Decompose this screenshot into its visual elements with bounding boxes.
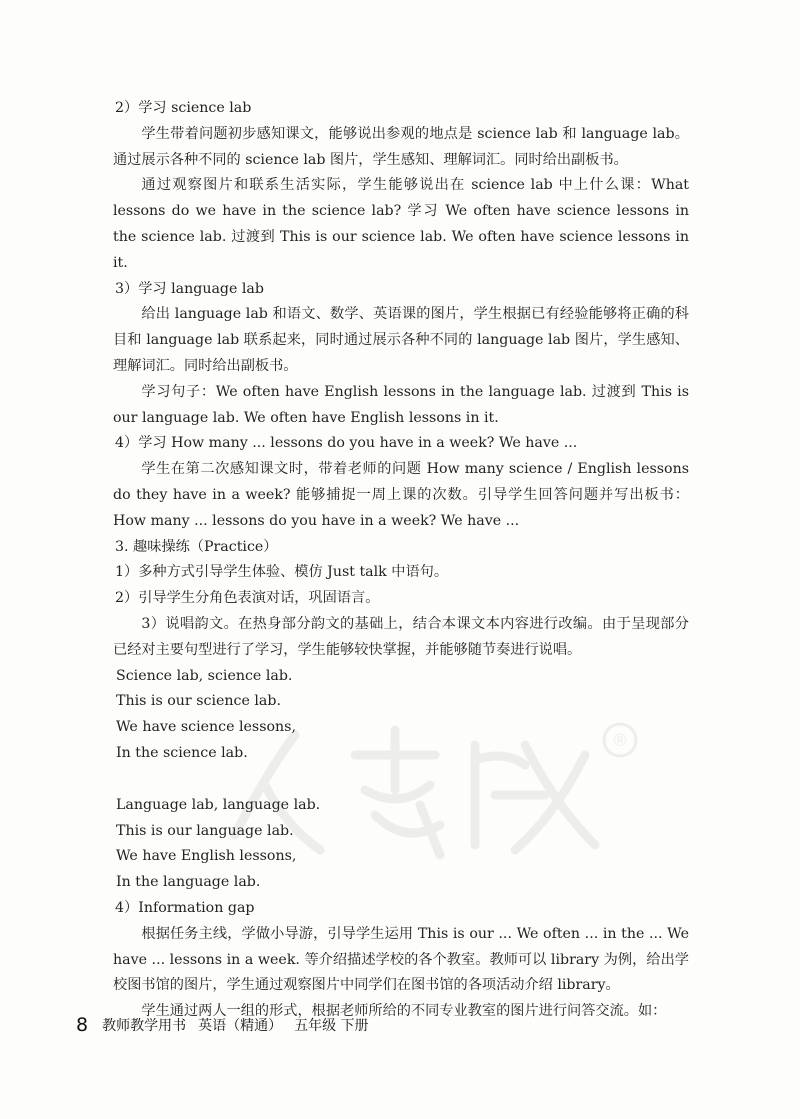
- section-heading: 1）多种方式引导学生体验、模仿 Just talk 中语句。: [115, 564, 449, 581]
- rhyme-line: We have science lessons,: [116, 719, 296, 736]
- rhyme-line: In the science lab.: [116, 744, 248, 761]
- section-heading: 2）学习 science lab: [115, 100, 252, 116]
- rhyme-line: Science lab, science lab.: [116, 667, 293, 684]
- book-title: 教师教学用书: [102, 1018, 187, 1034]
- body-paragraph: 给出 language lab 和语文、数学、英语课的图片，学生根据已有经验能够将正确的科目和 language lab 联系起来，同时通过展示各种不同的 language lab 图片，学生感知、理解词汇。同时给出副板书。: [113, 306, 689, 374]
- rhyme-line: In the language lab.: [116, 874, 261, 891]
- page-footer: [76, 1014, 369, 1036]
- registered-mark: ®: [611, 731, 629, 751]
- paragraph-spacer: [113, 767, 689, 793]
- section-heading: 4）Information gap: [115, 899, 255, 916]
- rhyme-line: We have English lessons,: [116, 848, 297, 865]
- section-heading: 3）学习 language lab: [115, 280, 264, 297]
- rhyme-line: This is our language lab.: [116, 822, 294, 839]
- rhyme-line: Language lab, language lab.: [116, 796, 321, 813]
- body-paragraph: 学生通过两人一组的形式，根据老师所给的不同专业教室的图片进行问答交流。如：: [141, 1003, 667, 1020]
- section-heading: 3. 趣味操练（Practice）: [115, 538, 278, 555]
- body-paragraph: 学习句子：We often have English lessons in the language lab. 过渡到 This is our language lab. We often have English lessons in it.: [113, 383, 689, 426]
- body-paragraph: 通过观察图片和联系生活实际，学生能够说出在 science lab 中上什么课：What lessons do we have in the science lab? 学习 We often have science lessons in the science lab. 过渡到 This is our science lab. We often have science lessons in it.: [113, 177, 689, 271]
- page-body: [113, 96, 689, 1025]
- body-paragraph: 根据任务主线，学做小导游，引导学生运用 This is our ... We often ... in the ... We have ... lessons in a week. 等介绍描述学校的各个教室。教师可以 library 为例，给出学校图书馆的图片，学生通过观察图片中同学们在图书馆的各项活动介绍 library。: [113, 925, 689, 994]
- page-number: 8: [76, 1014, 89, 1036]
- section-heading: 4）学习 How many ... lessons do you have in a week? We have ...: [115, 435, 578, 452]
- section-heading: 2）引导学生分角色表演对话，巩固语言。: [115, 590, 380, 607]
- body-paragraph: 学生在第二次感知课文时，带着老师的问题 How many science / English lessons do they have in a week? 能够捕捉一周上课的次数。引导学生回答问题并写出板书：How many ... lessons do you have in a week? We have ...: [113, 461, 689, 529]
- rhyme-line: This is our science lab.: [116, 693, 281, 710]
- book-subject: 英语（精通）: [198, 1018, 283, 1034]
- book-grade: 五年级 下册: [294, 1018, 369, 1034]
- body-paragraph: 学生带着问题初步感知课文，能够说出参观的地点是 science lab 和 language lab。通过展示各种不同的 science lab 图片，学生感知、理解词汇。同时给出副板书。: [113, 125, 689, 168]
- body-paragraph: 3）说唱韵文。在热身部分韵文的基础上，结合本课文本内容进行改编。由于呈现部分已经对主要句型进行了学习，学生能够较快掌握，并能够随节奏进行说唱。: [113, 615, 689, 658]
